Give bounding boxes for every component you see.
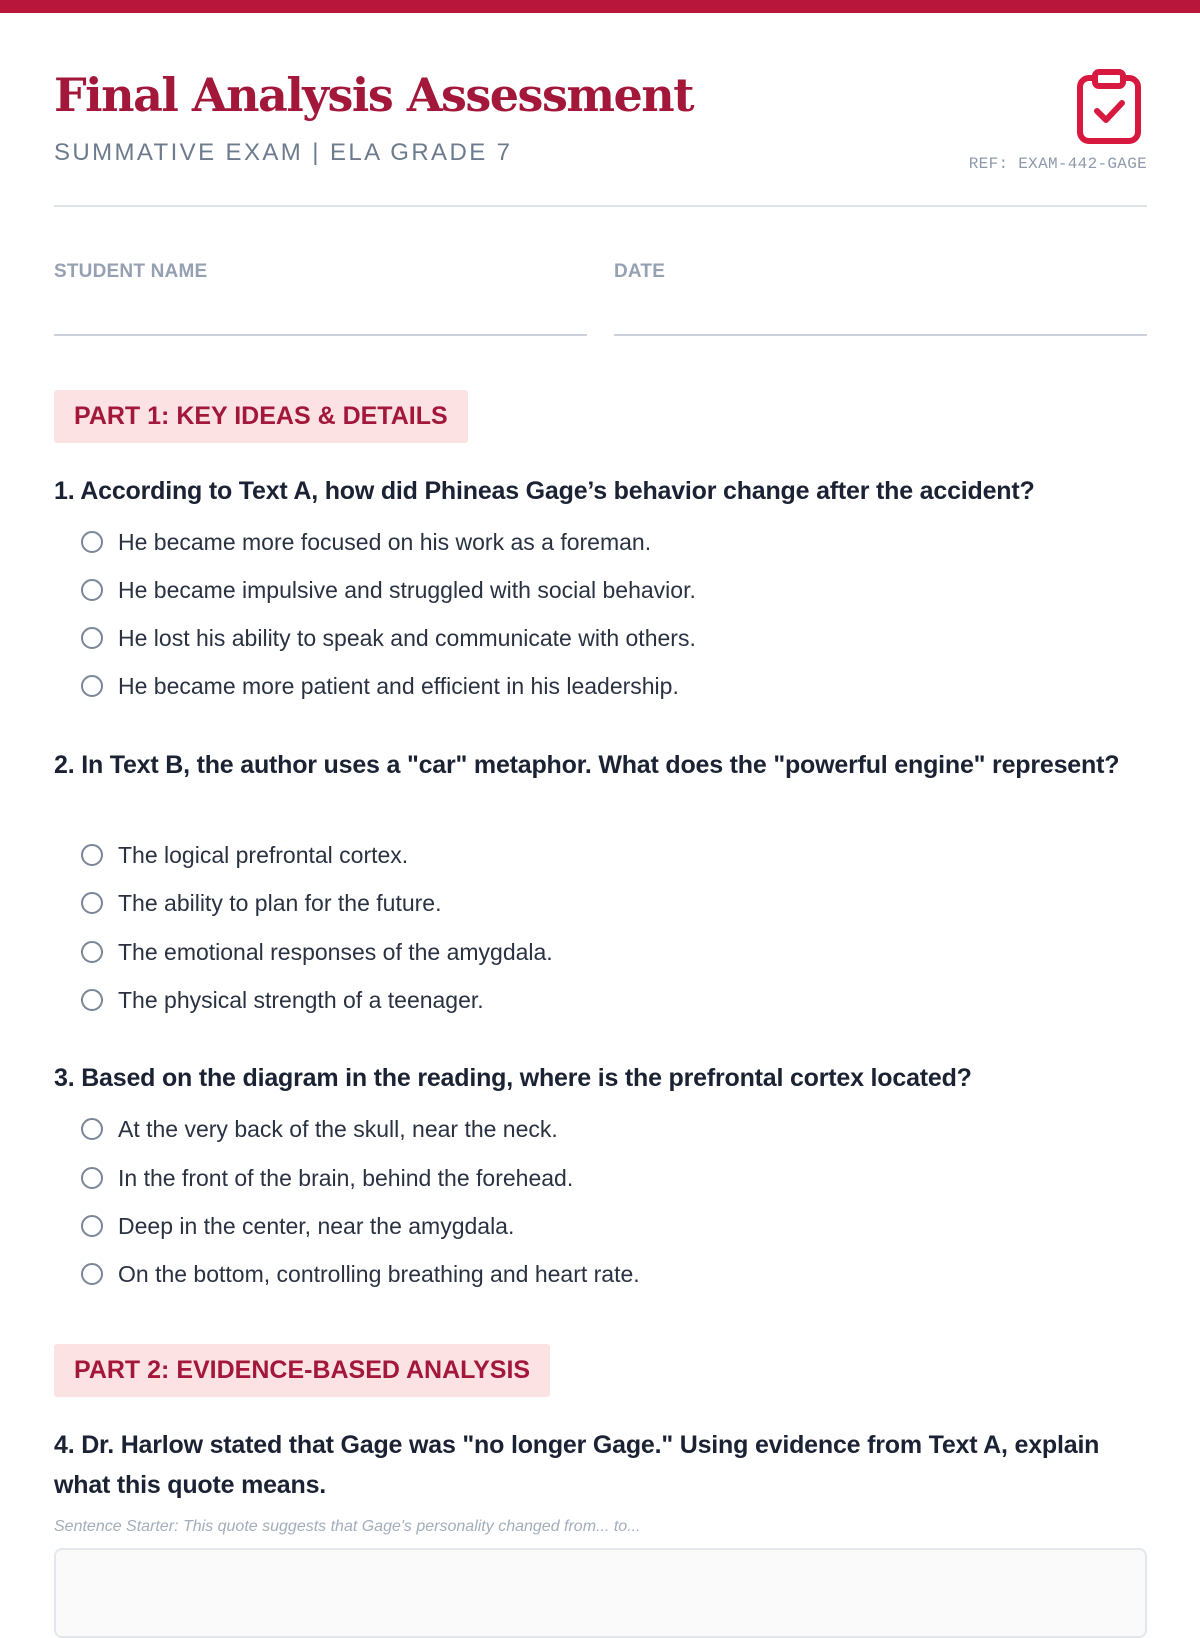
option-label: The emotional responses of the amygdala. xyxy=(118,938,553,965)
page-title: Final Analysis Assessment xyxy=(54,68,693,122)
radio-button[interactable] xyxy=(81,892,103,914)
radio-button[interactable] xyxy=(81,844,103,866)
radio-button[interactable] xyxy=(81,579,103,601)
option-label: On the bottom, controlling breathing and heart rate. xyxy=(118,1260,640,1287)
question-3-option[interactable] xyxy=(81,1163,573,1193)
option-label: The ability to plan for the future. xyxy=(118,889,442,916)
question-1-option[interactable] xyxy=(81,671,679,701)
clipboard-check-icon xyxy=(1076,69,1142,145)
radio-button[interactable] xyxy=(81,1215,103,1237)
student-name-field[interactable] xyxy=(54,334,587,336)
section-heading-part-1: PART 1: KEY IDEAS & DETAILS xyxy=(54,390,468,443)
question-1-option[interactable] xyxy=(81,623,696,653)
option-label: He became more patient and efficient in his leadership. xyxy=(118,672,679,699)
question-3-option[interactable] xyxy=(81,1259,640,1289)
option-label: The logical prefrontal cortex. xyxy=(118,841,409,868)
question-3-option[interactable] xyxy=(81,1114,558,1144)
question-2-option[interactable] xyxy=(81,985,484,1015)
option-label: He lost his ability to speak and communicate with others. xyxy=(118,624,696,651)
exam-reference-code: REF: EXAM-442-GAGE xyxy=(968,155,1147,173)
exam-subtitle: SUMMATIVE EXAM | ELA GRADE 7 xyxy=(54,139,513,166)
option-label: At the very back of the skull, near the neck. xyxy=(118,1115,558,1142)
option-label: The physical strength of a teenager. xyxy=(118,986,484,1013)
radio-button[interactable] xyxy=(81,941,103,963)
sentence-starter-hint: Sentence Starter: This quote suggests that Gage's personality changed from... to... xyxy=(54,1518,641,1535)
option-label: In the front of the brain, behind the forehead. xyxy=(118,1164,574,1191)
option-label: Deep in the center, near the amygdala. xyxy=(118,1212,515,1239)
question-1-option[interactable] xyxy=(81,527,651,557)
question-3-text: 3. Based on the diagram in the reading, where is the prefrontal cortex located? xyxy=(54,1064,972,1092)
date-label: DATE xyxy=(614,261,666,282)
radio-button[interactable] xyxy=(81,1118,103,1140)
date-field[interactable] xyxy=(614,334,1147,336)
top-accent-bar xyxy=(0,0,1200,13)
radio-button[interactable] xyxy=(81,1167,103,1189)
radio-button[interactable] xyxy=(81,989,103,1011)
radio-button[interactable] xyxy=(81,1263,103,1285)
question-4-answer-textarea[interactable] xyxy=(54,1548,1147,1638)
question-2-option[interactable] xyxy=(81,937,553,967)
question-4-text: 4. Dr. Harlow stated that Gage was "no longer Gage." Using evidence from Text A, explain what this quote means. xyxy=(54,1431,1100,1499)
question-1-option[interactable] xyxy=(81,575,696,605)
radio-button[interactable] xyxy=(81,531,103,553)
student-name-label: STUDENT NAME xyxy=(54,261,208,282)
option-label: He became impulsive and struggled with social behavior. xyxy=(118,576,696,603)
question-2-option[interactable] xyxy=(81,840,408,870)
radio-button[interactable] xyxy=(81,675,103,697)
option-label: He became more focused on his work as a foreman. xyxy=(118,528,652,555)
radio-button[interactable] xyxy=(81,627,103,649)
question-1-text: 1. According to Text A, how did Phineas Gage’s behavior change after the accident? xyxy=(54,477,1035,505)
section-heading-part-2: PART 2: EVIDENCE-BASED ANALYSIS xyxy=(54,1344,550,1397)
question-3-option[interactable] xyxy=(81,1211,514,1241)
question-2-option[interactable] xyxy=(81,888,441,918)
question-2-text: 2. In Text B, the author uses a "car" metaphor. What does the "powerful engine" represent? xyxy=(54,751,1120,779)
header-divider xyxy=(54,205,1147,207)
